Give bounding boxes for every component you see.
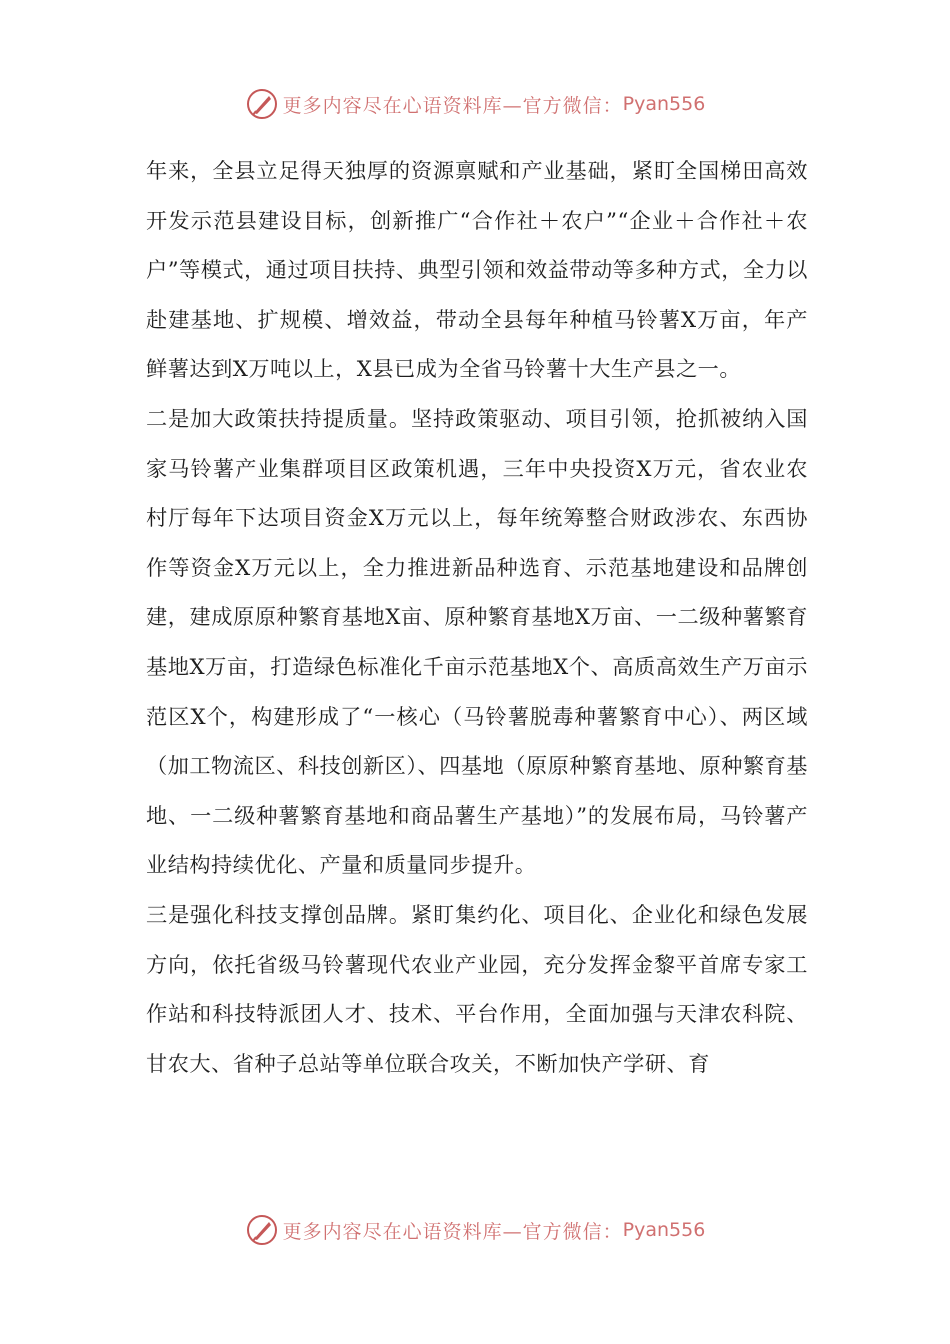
quill-logo-icon: [245, 1213, 279, 1247]
paragraph-2: 二是加大政策扶持提质量。坚持政策驱动、项目引领，抢抓被纳入国家马铃薯产业集群项目区政策机遇，三年中央投资X万元，省农业农村厅每年下达项目资金X万元以上，每年统筹整合财政涉农、东西协作等资金X万元以上，全力推进新品种选育、示范基地建设和品牌创建，建成原原种繁育基地X亩、原种繁育基地X万亩、一二级种薯繁育基地X万亩，打造绿色标准化千亩示范基地X个、高质高效生产万亩示范区X个，构建形成了“一核心（马铃薯脱毒种薯繁育中心）、两区域（加工物流区、科技创新区）、四基地（原原种繁育基地、原种繁育基地、一二级种薯繁育基地和商品薯生产基地）”的发展布局，马铃薯产业结构持续优化、产量和质量同步提升。: [146, 405, 808, 878]
watermark-text: 更多内容尽在心语资料库—官方微信：: [282, 1220, 623, 1243]
watermark-footer: [0, 1210, 950, 1250]
quill-logo-icon: [245, 87, 279, 121]
document-body: [146, 146, 808, 1088]
watermark-handle: Pyan556: [622, 1219, 706, 1241]
paragraph-3: 三是强化科技支撑创品牌。紧盯集约化、项目化、企业化和绿色发展方向，依托省级马铃薯现代农业产业园，充分发挥金黎平首席专家工作站和科技特派团人才、技术、平台作用，全面加强与天津农科院、甘农大、省种子总站等单位联合攻关，不断加快产学研、育: [146, 901, 808, 1076]
paragraph-1: 年来，全县立足得天独厚的资源禀赋和产业基础，紧盯全国梯田高效开发示范县建设目标，创新推广“合作社＋农户”“企业＋合作社＋农户”等模式，通过项目扶持、典型引领和效益带动等多种方式，全力以赴建基地、扩规模、增效益，带动全县每年种植马铃薯X万亩，年产鲜薯达到X万吨以上，X县已成为全省马铃薯十大生产县之一。: [146, 158, 808, 382]
watermark-header: [0, 84, 950, 124]
watermark-handle: Pyan556: [622, 93, 706, 115]
watermark-text: 更多内容尽在心语资料库—官方微信：: [282, 94, 623, 117]
